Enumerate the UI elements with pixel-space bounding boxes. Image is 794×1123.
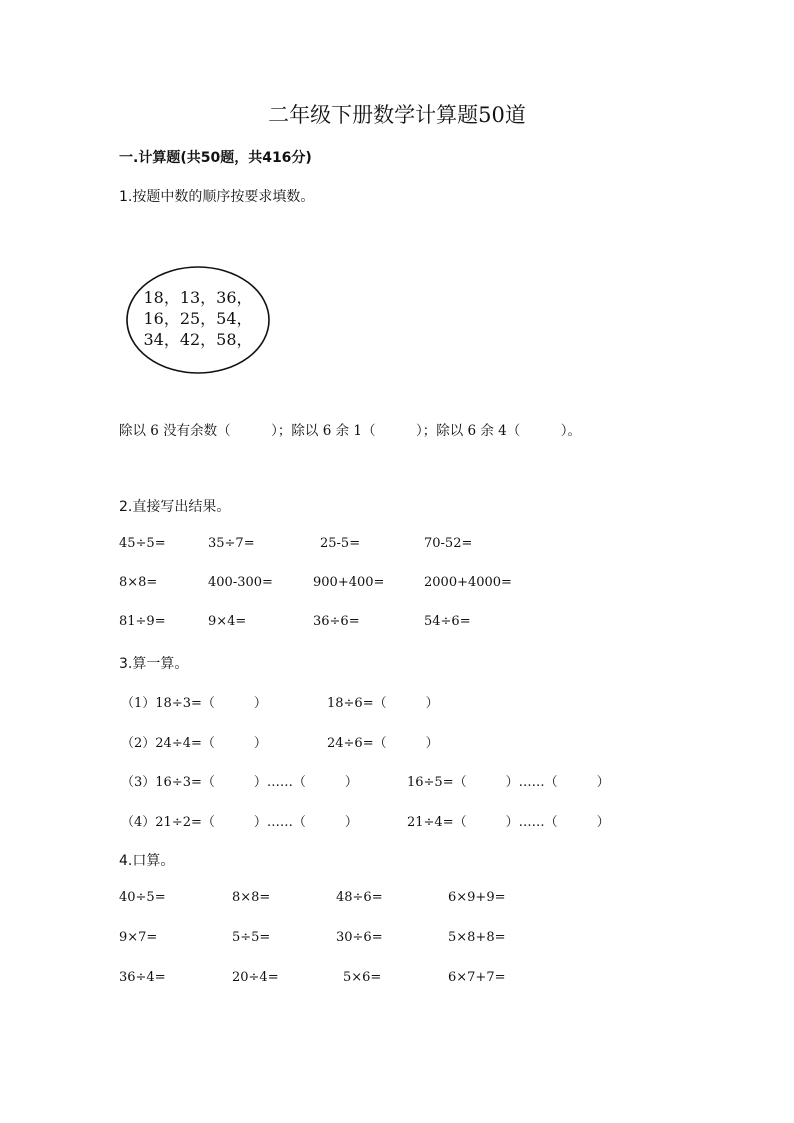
problem-cell: 8×8= <box>232 890 271 905</box>
problem-cell: 2000+4000= <box>424 575 512 590</box>
question-2-heading: 2.直接写出结果。 <box>119 499 231 515</box>
problem-cell: 36÷4= <box>119 970 166 985</box>
question-1-fill-blanks: 除以 6 没有余数（ ）；除以 6 余 1（ ）；除以 6 余 4（ ）。 <box>119 423 582 439</box>
problem-cell: （2）24÷4=（ ） <box>121 736 267 751</box>
problem-cell: 70-52= <box>424 536 473 551</box>
oval-number-lines <box>125 287 271 350</box>
problem-cell: 81÷9= <box>119 614 166 629</box>
problem-cell: 6×7+7= <box>448 970 506 985</box>
question-3-heading: 3.算一算。 <box>119 656 189 672</box>
problem-cell: 30÷6= <box>336 930 383 945</box>
oval-line: 18，13，36， <box>143 288 253 307</box>
problem-cell: 5÷5= <box>232 930 271 945</box>
oval-line: 34，42，58， <box>143 330 253 349</box>
problem-cell: 21÷4=（ ）……（ ） <box>407 815 610 830</box>
page-title: 二年级下册数学计算题50道 <box>268 103 526 127</box>
problem-cell: 8×8= <box>119 575 158 590</box>
problem-cell: 36÷6= <box>313 614 360 629</box>
problem-cell: 54÷6= <box>424 614 471 629</box>
oval-line: 16，25，54， <box>143 309 253 328</box>
problem-cell: 24÷6=（ ） <box>327 736 439 751</box>
number-oval <box>125 265 271 375</box>
problem-cell: （3）16÷3=（ ）……（ ） <box>121 775 358 790</box>
problem-cell: 9×4= <box>208 614 247 629</box>
question-4-heading: 4.口算。 <box>119 853 175 869</box>
problem-cell: 6×9+9= <box>448 890 506 905</box>
problem-cell: 16÷5=（ ）……（ ） <box>407 775 610 790</box>
problem-cell: （4）21÷2=（ ）……（ ） <box>121 815 358 830</box>
problem-cell: （1）18÷3=（ ） <box>121 696 267 711</box>
problem-cell: 40÷5= <box>119 890 166 905</box>
problem-cell: 5×6= <box>343 970 382 985</box>
problem-cell: 400-300= <box>208 575 273 590</box>
problem-cell: 45÷5= <box>119 536 166 551</box>
problem-cell: 9×7= <box>119 930 158 945</box>
problem-cell: 20÷4= <box>232 970 279 985</box>
problem-cell: 5×8+8= <box>448 930 506 945</box>
problem-cell: 18÷6=（ ） <box>327 696 439 711</box>
problem-cell: 48÷6= <box>336 890 383 905</box>
problem-cell: 25-5= <box>320 536 361 551</box>
problem-cell: 35÷7= <box>208 536 255 551</box>
problem-cell: 900+400= <box>313 575 385 590</box>
question-1-heading: 1.按题中数的顺序按要求填数。 <box>119 189 315 205</box>
section-heading: 一.计算题(共50题，共416分) <box>119 150 312 166</box>
